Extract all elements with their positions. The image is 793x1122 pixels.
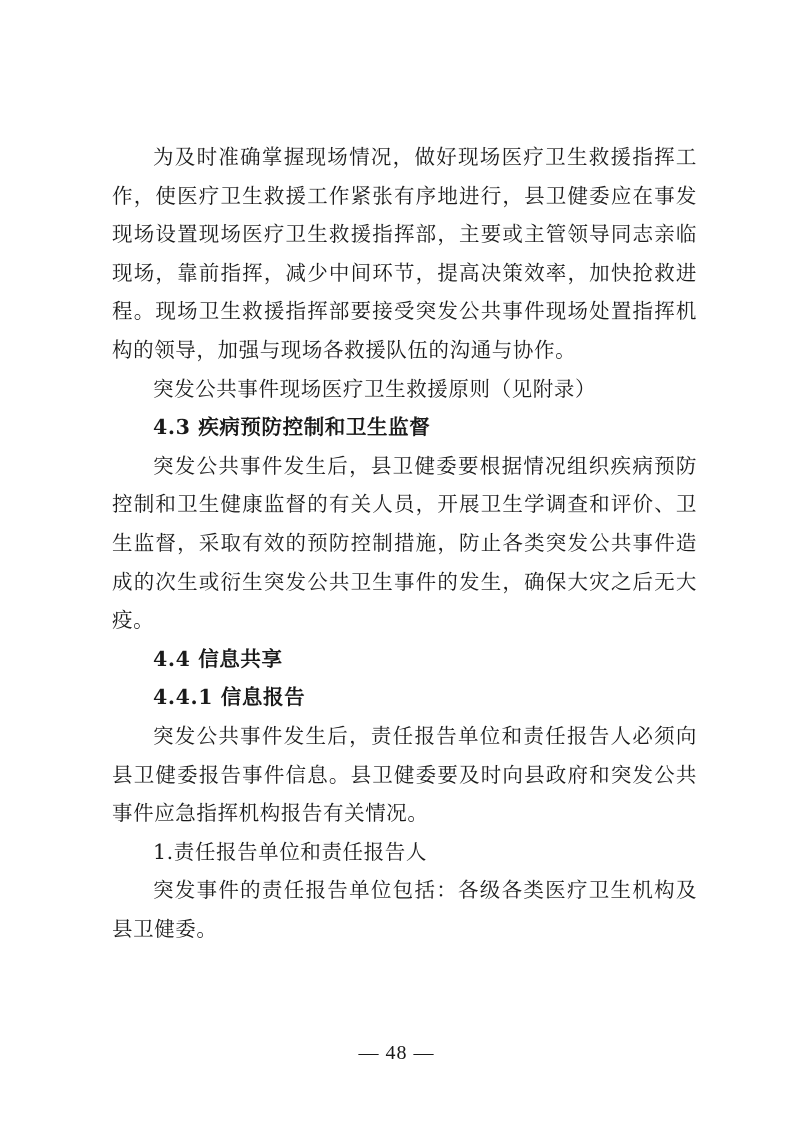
paragraph-command-setup: 为及时准确掌握现场情况，做好现场医疗卫生救援指挥工作，使医疗卫生救援工作紧张有序地进行，县卫健委应在事发现场设置现场医疗卫生救援指挥部，主要或主管领导同志亲临现场，靠前指挥，减少中间环节，提高决策效率，加快抢救进程。现场卫生救援指挥部要接受突发公共事件现场处置指挥机构的领导，加强与现场各救援队伍的沟通与协作。 [112,145,697,362]
heading-4-4: 4.4 信息共享 [153,646,283,671]
heading-4-4-1: 4.4.1 信息报告 [153,685,306,710]
paragraph-responsible-units: 突发事件的责任报告单位包括：各级各类医疗卫生机构及县卫健委。 [112,878,697,941]
paragraph-disease-control: 突发公共事件发生后，县卫健委要根据情况组织疾病预防控制和卫生健康监督的有关人员，开展卫生学调查和评价、卫生监督，采取有效的预防控制措施，防止各类突发公共事件造成的次生或衍生突发公共卫生事件的发生，确保大灾之后无大疫。 [112,453,697,633]
document-body [112,138,697,948]
page-number: — 48 — [358,1042,435,1064]
paragraph-responsible-units-title: 1.责任报告单位和责任报告人 [153,839,427,864]
paragraph-info-reporting: 突发公共事件发生后，责任报告单位和责任报告人必须向县卫健委报告事件信息。县卫健委要及时向县政府和突发公共事件应急指挥机构报告有关情况。 [112,723,697,826]
paragraph-rescue-principles: 突发公共事件现场医疗卫生救援原则（见附录） [153,376,597,401]
heading-4-3: 4.3 疾病预防控制和卫生监督 [153,415,431,440]
